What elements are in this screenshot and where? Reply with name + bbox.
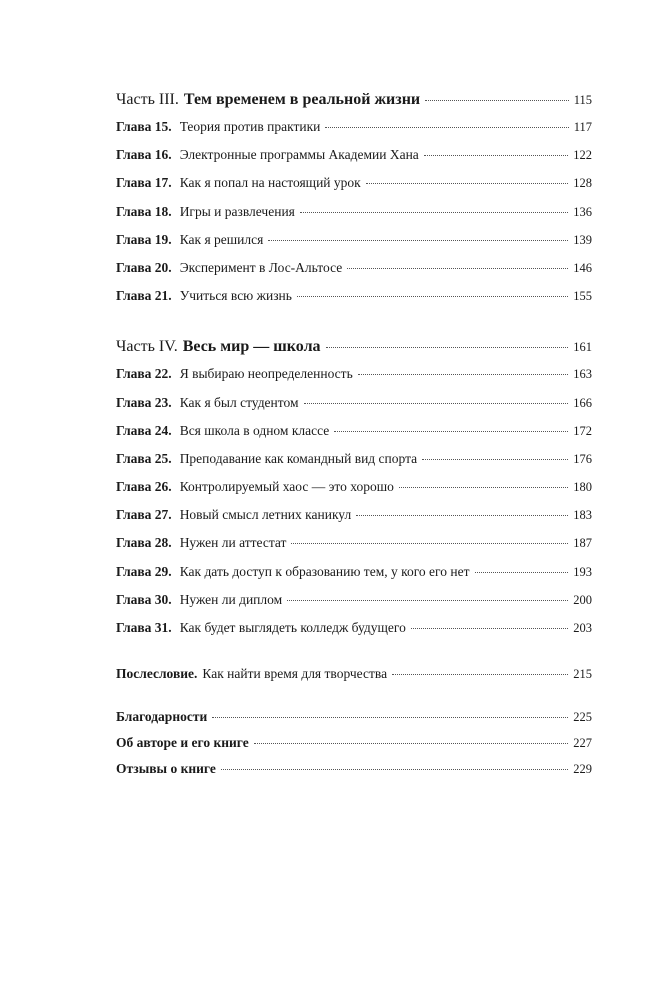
toc-entry-chapter-19 [116, 231, 592, 259]
entry-label: Благодарности [116, 709, 208, 725]
page-number: 187 [573, 536, 592, 551]
toc-entry-about-author [116, 734, 592, 760]
page-number: 176 [573, 451, 592, 466]
page-number: 215 [573, 667, 592, 682]
chapter-label: Глава 26. [116, 479, 172, 495]
chapter-label: Глава 18. [116, 203, 172, 219]
dot-leader [291, 543, 568, 544]
page-number: 146 [573, 260, 592, 275]
chapter-label: Глава 28. [116, 535, 172, 551]
page-number: 172 [573, 423, 592, 438]
dot-leader [300, 212, 568, 213]
chapter-title: Контролируемый хаос — это хорошо [179, 479, 394, 495]
dot-leader [411, 628, 568, 629]
chapter-title: Как я решился [179, 231, 264, 247]
chapter-title: Новый смысл летних каникул [179, 507, 352, 523]
page-number: 161 [573, 340, 592, 355]
toc-entry-acknowledgements [116, 708, 592, 734]
section-spacer [116, 315, 592, 337]
page-number: 115 [573, 93, 592, 107]
chapter-label: Глава 29. [116, 563, 172, 579]
dot-leader [325, 127, 568, 128]
toc-entry-chapter-26 [116, 478, 592, 506]
page-number: 163 [573, 367, 592, 382]
page-number: 183 [573, 508, 592, 523]
page-number: 166 [573, 395, 592, 410]
afterword-label: Послесловие. [116, 666, 198, 682]
dot-leader [424, 155, 568, 156]
chapter-label: Глава 24. [116, 422, 172, 438]
page-number: 155 [573, 289, 592, 304]
dot-leader [254, 743, 568, 744]
chapter-title: Учиться всю жизнь [179, 288, 292, 304]
page-number: 200 [573, 592, 592, 607]
dot-leader [334, 431, 568, 432]
chapter-title: Как будет выглядеть колледж будущего [179, 620, 406, 635]
section-spacer [116, 647, 592, 665]
dot-leader [475, 572, 569, 573]
table-of-contents [116, 90, 592, 786]
chapter-label: Глава 27. [116, 507, 172, 523]
afterword-title: Как найти время для творчества [202, 666, 388, 682]
entry-label: Об авторе и его книге [116, 735, 249, 751]
dot-leader [268, 240, 568, 241]
chapter-title: Как дать доступ к образованию тем, у кого его нет [179, 563, 470, 579]
chapter-title: Как я был студентом [179, 394, 299, 410]
toc-entry-chapter-22 [116, 365, 592, 393]
dot-leader [399, 487, 568, 488]
page-number: 227 [573, 736, 592, 751]
page-number: 193 [573, 564, 592, 579]
dot-leader [287, 600, 568, 601]
chapter-title: Нужен ли аттестат [179, 535, 287, 551]
page-number: 122 [573, 148, 592, 163]
toc-entry-chapter-21 [116, 287, 592, 315]
dot-leader [326, 347, 569, 348]
chapter-label: Глава 22. [116, 366, 172, 382]
dot-leader [304, 403, 569, 404]
chapter-title: Теория против практики [179, 119, 321, 134]
toc-entry-chapter-31 [116, 619, 592, 647]
chapter-title: Нужен ли диплом [179, 591, 283, 607]
chapter-title: Электронные программы Академии Хана [179, 147, 419, 163]
part-title: Весь мир — школа [182, 338, 321, 356]
chapter-label: Глава 31. [116, 620, 172, 635]
chapter-label: Глава 15. [116, 119, 172, 134]
chapter-label: Глава 23. [116, 394, 172, 410]
section-spacer [116, 693, 592, 708]
chapter-title: Вся школа в одном классе [179, 422, 330, 438]
chapter-label: Глава 25. [116, 450, 172, 466]
dot-leader [422, 459, 568, 460]
page-number: 139 [573, 232, 592, 247]
chapter-label: Глава 20. [116, 259, 172, 275]
dot-leader [347, 268, 568, 269]
dot-leader [356, 515, 568, 516]
toc-entry-chapter-18 [116, 203, 592, 231]
part-label: Часть III. [116, 91, 179, 108]
toc-entry-chapter-24 [116, 422, 592, 450]
page-number: 136 [573, 204, 592, 219]
dot-leader [392, 674, 568, 675]
toc-entry-chapter-30 [116, 591, 592, 619]
page-number: 117 [573, 120, 592, 134]
dot-leader [358, 374, 569, 375]
page-number: 180 [573, 480, 592, 495]
chapter-label: Глава 17. [116, 175, 172, 191]
toc-entry-reviews [116, 760, 592, 786]
dot-leader [297, 296, 568, 297]
toc-entry-chapter-27 [116, 506, 592, 534]
part-4-heading [116, 337, 592, 361]
chapter-label: Глава 16. [116, 147, 172, 163]
toc-entry-chapter-25 [116, 450, 592, 478]
entry-label: Отзывы о книге [116, 761, 216, 777]
chapter-label: Глава 30. [116, 591, 172, 607]
toc-entry-chapter-28 [116, 534, 592, 562]
page-number: 128 [573, 176, 592, 191]
toc-entry-afterword [116, 665, 592, 693]
chapter-title: Я выбираю неопределенность [179, 366, 353, 382]
toc-entry-chapter-23 [116, 394, 592, 422]
toc-entry-chapter-17 [116, 174, 592, 202]
dot-leader [221, 769, 568, 770]
part-title: Тем временем в реальной жизни [183, 91, 421, 108]
dot-leader [366, 183, 569, 184]
dot-leader [425, 100, 569, 101]
toc-entry-chapter-16 [116, 146, 592, 174]
toc-entry-chapter-20 [116, 259, 592, 287]
chapter-title: Игры и развлечения [179, 203, 295, 219]
chapter-label: Глава 21. [116, 288, 172, 304]
page-number: 229 [573, 762, 592, 777]
part-label: Часть IV. [116, 338, 178, 356]
chapter-label: Глава 19. [116, 231, 172, 247]
page-number: 203 [573, 621, 592, 635]
chapter-title: Как я попал на настоящий урок [179, 175, 361, 191]
page-number: 225 [573, 710, 592, 725]
chapter-title: Эксперимент в Лос-Альтосе [179, 259, 343, 275]
toc-entry-chapter-29 [116, 563, 592, 591]
dot-leader [212, 717, 568, 718]
part-3-heading [116, 90, 592, 114]
toc-entry-chapter-15 [116, 118, 592, 146]
chapter-title: Преподавание как командный вид спорта [179, 450, 418, 466]
